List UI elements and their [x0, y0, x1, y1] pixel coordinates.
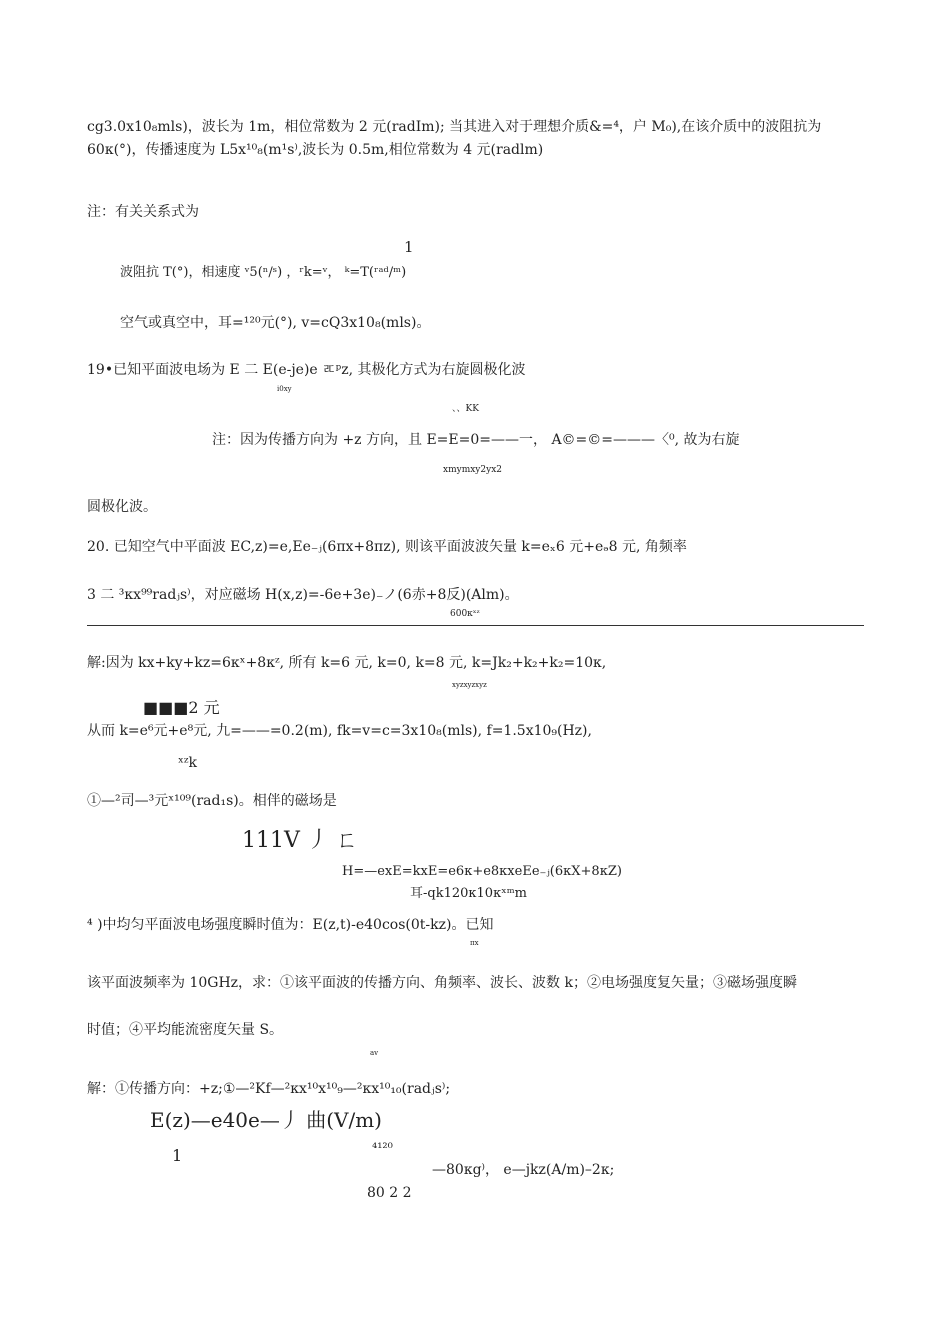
problem-21: ⁴ )中均匀平面波电场强度瞬时值为：E(z,t)-e40cos(0t-kz)。已知: [87, 917, 494, 933]
problem-21-subscript: πx: [470, 939, 479, 947]
solution-20-denominator: ˣᶻk: [178, 755, 198, 771]
solution-20-fraction-top: ■■■2 元: [143, 698, 220, 717]
problem-20-subscript: 600κˣᶻ: [450, 609, 480, 619]
solution-21-denominator: 80 2 2: [367, 1185, 412, 1201]
problem-21-av-subscript: av: [370, 1049, 379, 1057]
solution-21-fraction-120: ⁴¹²⁰: [372, 1141, 393, 1156]
solution-20-line1: 解:因为 kx+ky+kz=6κˣ+8κᶻ, 所有 k=6 元, k=0, k=8 元, k=Jk₂+k₂+k₂=10κ,: [87, 655, 607, 671]
problem-19-conclusion: 圆极化波。: [87, 499, 157, 515]
formula-impedance: 波阻抗 T(°)，相速度 ᵛ5(ⁿ/ˢ) ，ʳk=ᵛ， ᵏ=T(ʳᵃᵈ/ᵐ): [120, 265, 407, 280]
problem-19: 19•已知平面波电场为 E 二 E(e-je)e ㅪᵖz, 其极化方式为右旋圆极化波: [87, 362, 526, 378]
formula-vacuum: 空气或真空中，耳=¹²⁰元(°), v=cQ3x10₈(mls)。: [120, 315, 431, 331]
line-1: cg3.0x10₈mls)，波长为 1m，相位常数为 2 元(radIm); 当其进入对于理想介质&=⁴，户 M₀),在该介质中的波阻抗为: [87, 119, 822, 135]
problem-21-line2: 该平面波频率为 10GHz，求：①该平面波的传播方向、角频率、波长、波数 k；②电场强度复矢量；③磁场强度瞬: [87, 975, 797, 991]
solution-20-symbols: 111V 丿 ㄈ: [242, 828, 358, 853]
solution-20-subscript: xyzxyzxyz: [452, 681, 487, 689]
fraction-numerator: 1: [404, 238, 414, 256]
solution-20-magnetic-field: H=—exE=kxE=e6κ+e8κxeEe₋ⱼ(6κX+8κZ): [342, 864, 622, 879]
problem-19-note-subscript: xmymxy2yx2: [443, 465, 503, 475]
solution-20-denominator-2: 耳-qk120κ10κˣᵐm: [410, 886, 528, 901]
solution-20-line3: ①—²司—³元ˣ¹⁰⁹(rad₁s)。相伴的磁场是: [87, 793, 337, 809]
problem-21-line3: 时值；④平均能流密度矢量 S。: [87, 1022, 284, 1038]
problem-19-note: 注：因为传播方向为 +z 方向，且 E=E=0=——一， A©=©=———〈⁰, 故为右旋: [212, 432, 740, 448]
solution-20-line2: 从而 k=e⁶元+e⁸元, 九=——=0.2(m), fk=v=c=3x10₈(mls), f=1.5x10₉(Hz),: [87, 723, 592, 739]
solution-21-fraction-one: 1: [172, 1146, 183, 1165]
problem-19-subscript: i0xy: [277, 385, 292, 393]
solution-21-magnetic: —80κg⁾， e—jkz(A/m)–2κ;: [432, 1162, 615, 1178]
section-divider: [87, 625, 864, 626]
solution-21-line1: 解：①传播方向：+z;①—²Kf—²κx¹⁰x¹⁰₉—²κx¹⁰₁₀(radⱼs⁾;: [87, 1081, 451, 1097]
problem-20: 20. 已知空气中平面波 EC,z)=e,Ee₋ⱼ(6πx+8πz), 则该平面波波矢量 k=eₓ6 元+eₔ8 元, 角频率: [87, 539, 687, 555]
problem-20-line2: 3 二 ³κx⁹⁹radⱼs⁾，对应磁场 H(x,z)=-6e+3e)₋ノ(6赤+8反)(Alm)。: [87, 587, 519, 603]
solution-21-field: E(z)—e40e—丿 曲(V/m): [150, 1108, 382, 1132]
note-heading: 注：有关关系式为: [87, 204, 199, 220]
problem-19-note-marks: 、、KK: [452, 404, 479, 414]
line-2: 60κ(°)，传播速度为 L5x¹⁰₈(m¹s⁾,波长为 0.5m,相位常数为 4 元(radlm): [87, 142, 544, 158]
